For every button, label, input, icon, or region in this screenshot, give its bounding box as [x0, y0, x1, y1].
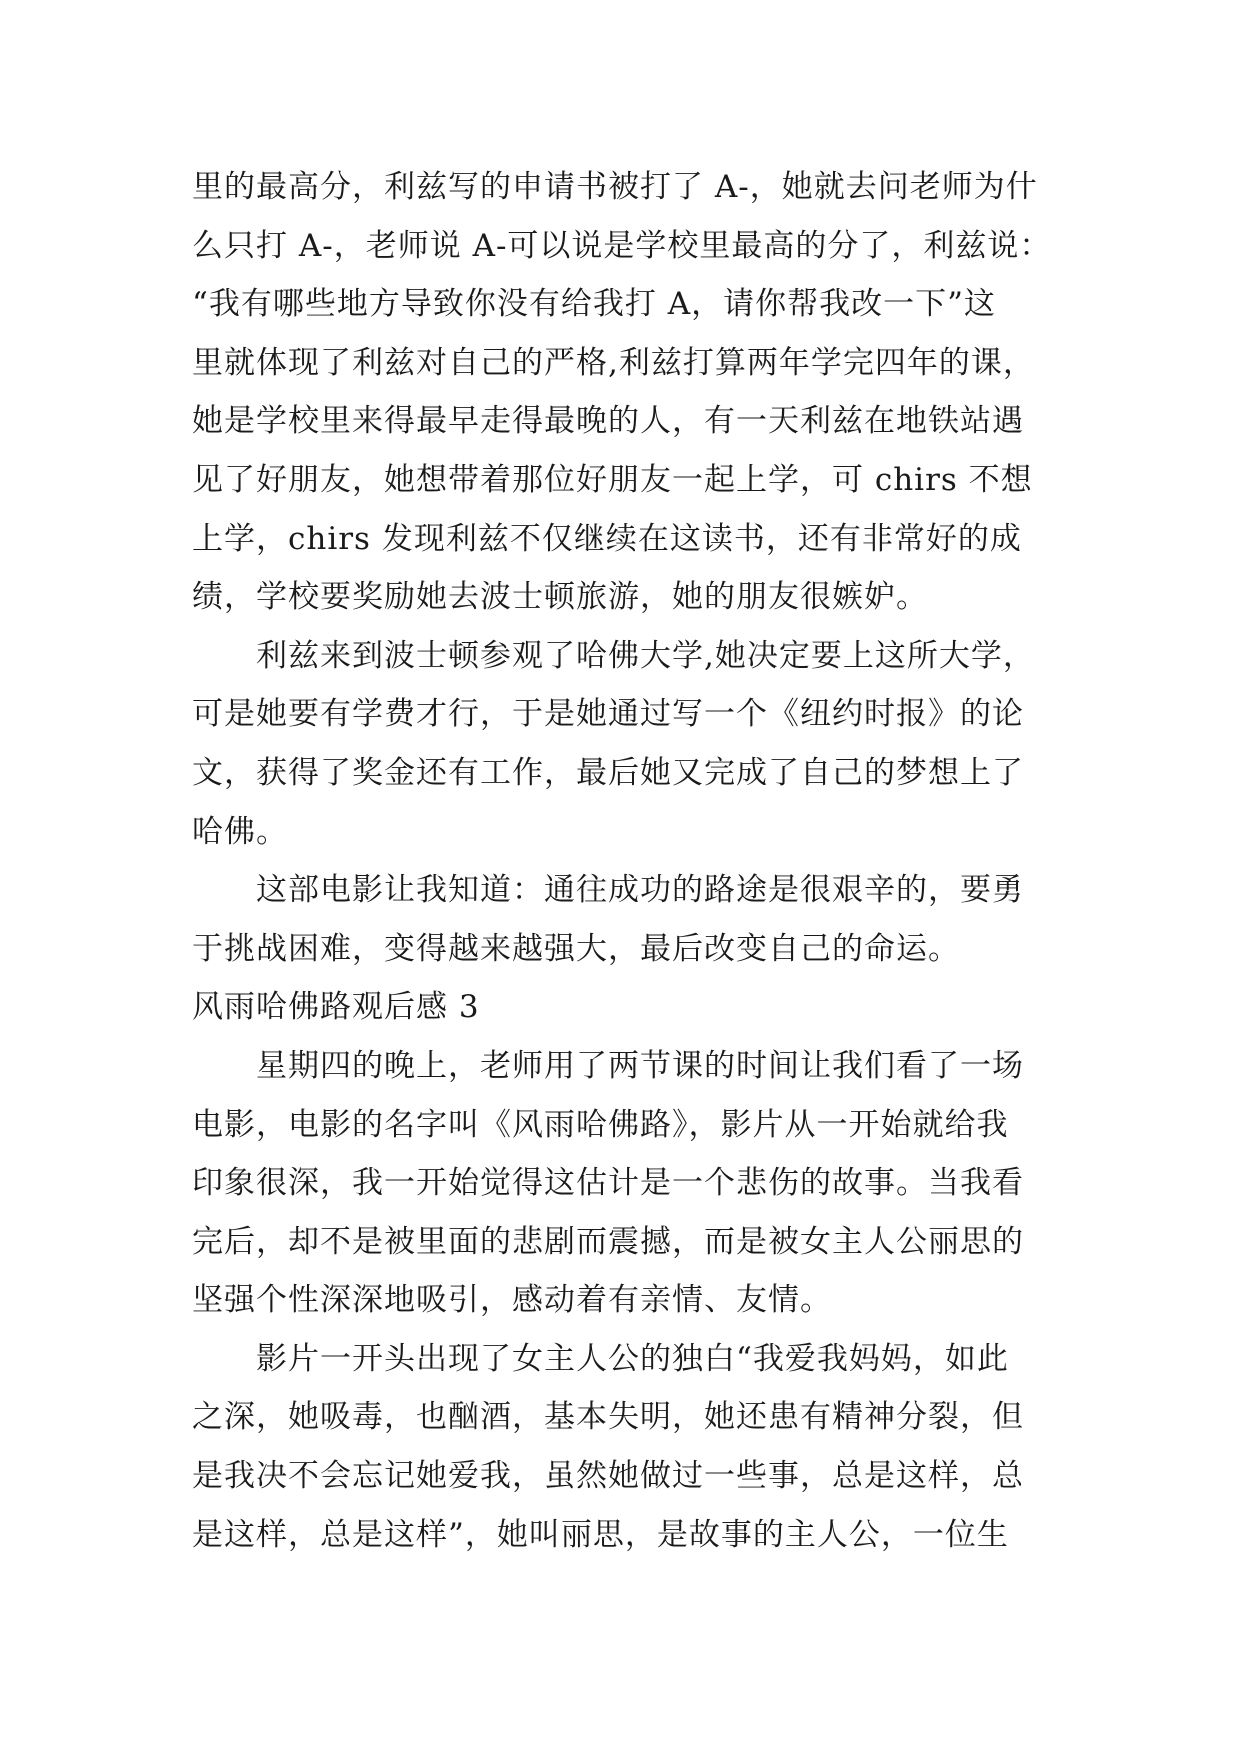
- text-line: 她是学校里来得最早走得最晚的人，有一天利兹在地铁站遇: [192, 403, 1024, 440]
- text-line: 文，获得了奖金还有工作，最后她又完成了自己的梦想上了: [192, 754, 1024, 791]
- text-line: 电影，电影的名字叫《风雨哈佛路》，影片从一开始就给我: [192, 1106, 1009, 1143]
- text-line: 完后，却不是被里面的悲剧而震撼，而是被女主人公丽思的: [192, 1223, 1024, 1260]
- text-line: 之深，她吸毒，也酗酒，基本失明，她还患有精神分裂，但: [192, 1399, 1024, 1436]
- text-line: 上学，chirs 发现利兹不仅继续在这读书，还有非常好的成: [192, 520, 1022, 557]
- paragraph-start-line: 利兹来到波士顿参观了哈佛大学,她决定要上这所大学，: [256, 637, 1035, 674]
- text-line: 见了好朋友，她想带着那位好朋友一起上学，可 chirs 不想: [192, 461, 1033, 498]
- text-line: 坚强个性深深地吸引，感动着有亲情、友情。: [192, 1282, 832, 1319]
- text-line: 是这样，总是这样”，她叫丽思，是故事的主人公，一位生: [192, 1516, 1009, 1553]
- document-body: [192, 158, 1052, 1564]
- text-line: 印象很深，我一开始觉得这估计是一个悲伤的故事。当我看: [192, 1165, 1024, 1202]
- text-line: 么只打 A-，老师说 A-可以说是学校里最高的分了，利兹说：: [192, 227, 1052, 264]
- text-line: “我有哪些地方导致你没有给我打 A，请你帮我改一下”这: [192, 286, 996, 323]
- paragraph-start-line: 星期四的晚上，老师用了两节课的时间让我们看了一场: [256, 1047, 1024, 1084]
- paragraph-start-line: 影片一开头出现了女主人公的独白“我爱我妈妈，如此: [256, 1340, 1009, 1377]
- text-line: 于挑战困难，变得越来越强大，最后改变自己的命运。: [192, 930, 960, 967]
- text-line: 是我决不会忘记她爱我，虽然她做过一些事，总是这样，总: [192, 1458, 1024, 1495]
- text-line: 哈佛。: [192, 813, 288, 850]
- text-line: 里就体现了利兹对自己的严格,利兹打算两年学完四年的课，: [192, 344, 1035, 381]
- text-line: 里的最高分，利兹写的申请书被打了 A-，她就去问老师为什: [192, 169, 1038, 205]
- paragraph-start-line: 这部电影让我知道：通往成功的路途是很艰辛的，要勇: [256, 872, 1024, 909]
- text-line: 可是她要有学费才行，于是她通过写一个《纽约时报》的论: [192, 696, 1024, 733]
- text-line: 绩，学校要奖励她去波士顿旅游，她的朋友很嫉妒。: [192, 579, 928, 616]
- section-heading: 风雨哈佛路观后感 3: [192, 989, 480, 1026]
